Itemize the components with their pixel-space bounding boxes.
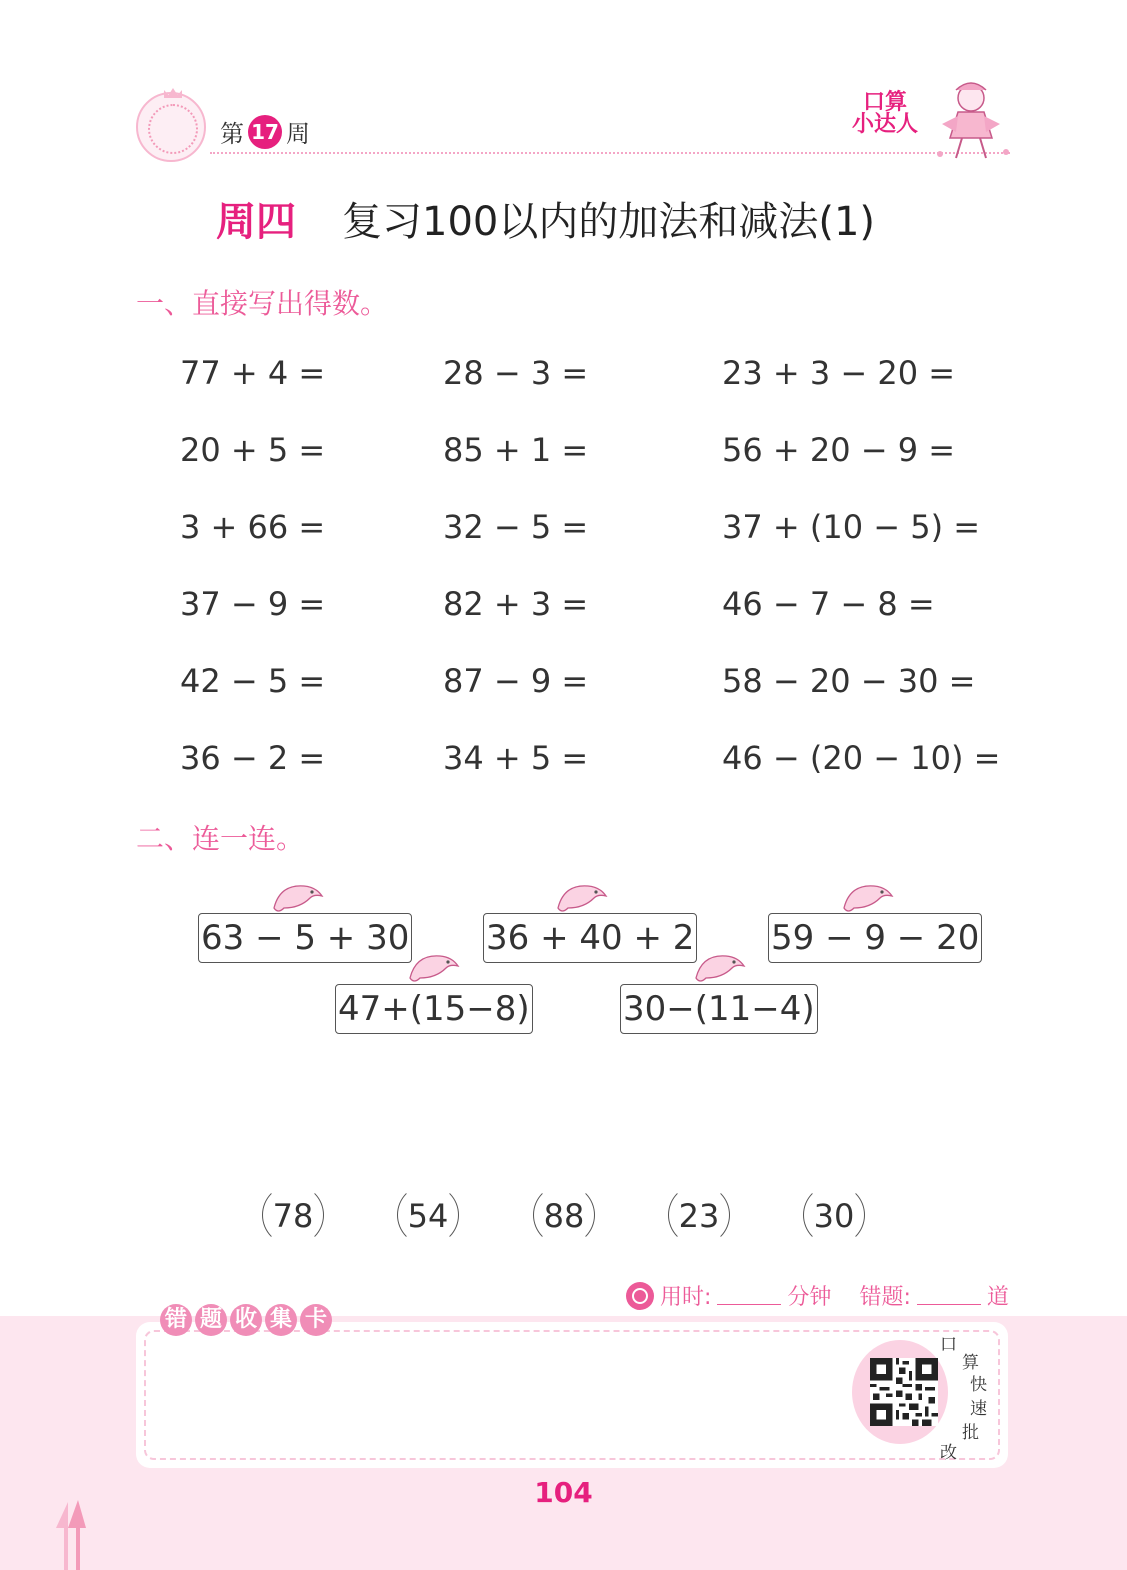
problem: 28 − 3 = [443,354,589,392]
page-title [216,190,875,247]
time-and-errors: 用时: 分钟 错题: 道 [626,1280,1009,1311]
problem: 37 + (10 − 5) = [722,508,981,546]
header-divider [210,152,1010,154]
expression-box[interactable]: 30−(11−4) [620,984,818,1034]
publisher-logo [136,92,206,162]
problem: 3 + 66 = [180,508,326,546]
week-number-badge: 17 [248,115,282,149]
dolphin-icon [554,878,610,916]
week-prefix: 第 [220,120,244,148]
qr-code-icon[interactable] [870,1358,938,1426]
answer-circle[interactable]: 88 [533,1184,595,1246]
expression-box[interactable]: 47+(15−8) [335,984,533,1034]
problem: 58 − 20 − 30 = [722,662,976,700]
problem: 32 − 5 = [443,508,589,546]
problem: 34 + 5 = [443,739,589,777]
qr-caption: 口 算 快 速 批 改 [940,1335,987,1463]
problem: 85 + 1 = [443,431,589,469]
section-1-heading: 一、直接写出得数。 [136,287,389,320]
answer-circle[interactable]: 23 [668,1184,730,1246]
problem: 20 + 5 = [180,431,326,469]
dolphin-icon [270,878,326,916]
time-blank[interactable] [717,1286,781,1305]
expression-box[interactable]: 59 − 9 − 20 [768,913,982,963]
week-suffix: 周 [286,120,310,148]
problem: 46 − 7 − 8 = [722,585,935,623]
title-topic: 复习100以内的加法和减法(1) [342,199,876,245]
page-number: 104 [534,1476,593,1509]
dolphin-icon [692,948,748,986]
problem: 37 − 9 = [180,585,326,623]
mascot-illustration [926,76,1016,166]
title-day: 周四 [216,199,296,245]
problem: 36 − 2 = [180,739,326,777]
up-arrow-icon [54,1500,88,1570]
problem: 56 + 20 − 9 = [722,431,956,469]
problem: 42 − 5 = [180,662,326,700]
clock-icon [626,1282,654,1310]
problem: 87 − 9 = [443,662,589,700]
week-label [220,114,310,149]
dolphin-icon [840,878,896,916]
mistake-card-title: 错 题 收 集 卡 [160,1304,332,1336]
problem: 77 + 4 = [180,354,326,392]
expression-box[interactable]: 63 − 5 + 30 [198,913,412,963]
expression-box[interactable]: 36 + 40 + 2 [483,913,697,963]
problem: 82 + 3 = [443,585,589,623]
problem: 23 + 3 − 20 = [722,354,956,392]
brand-logo: 口算 小达人 [851,90,918,137]
answer-circle[interactable]: 54 [397,1184,459,1246]
dolphin-icon [406,948,462,986]
answer-circle[interactable]: 78 [262,1184,324,1246]
problem: 46 − (20 − 10) = [722,739,1001,777]
section-2-heading: 二、连一连。 [136,822,305,855]
answer-circle[interactable]: 30 [803,1184,865,1246]
errors-blank[interactable] [917,1286,981,1305]
